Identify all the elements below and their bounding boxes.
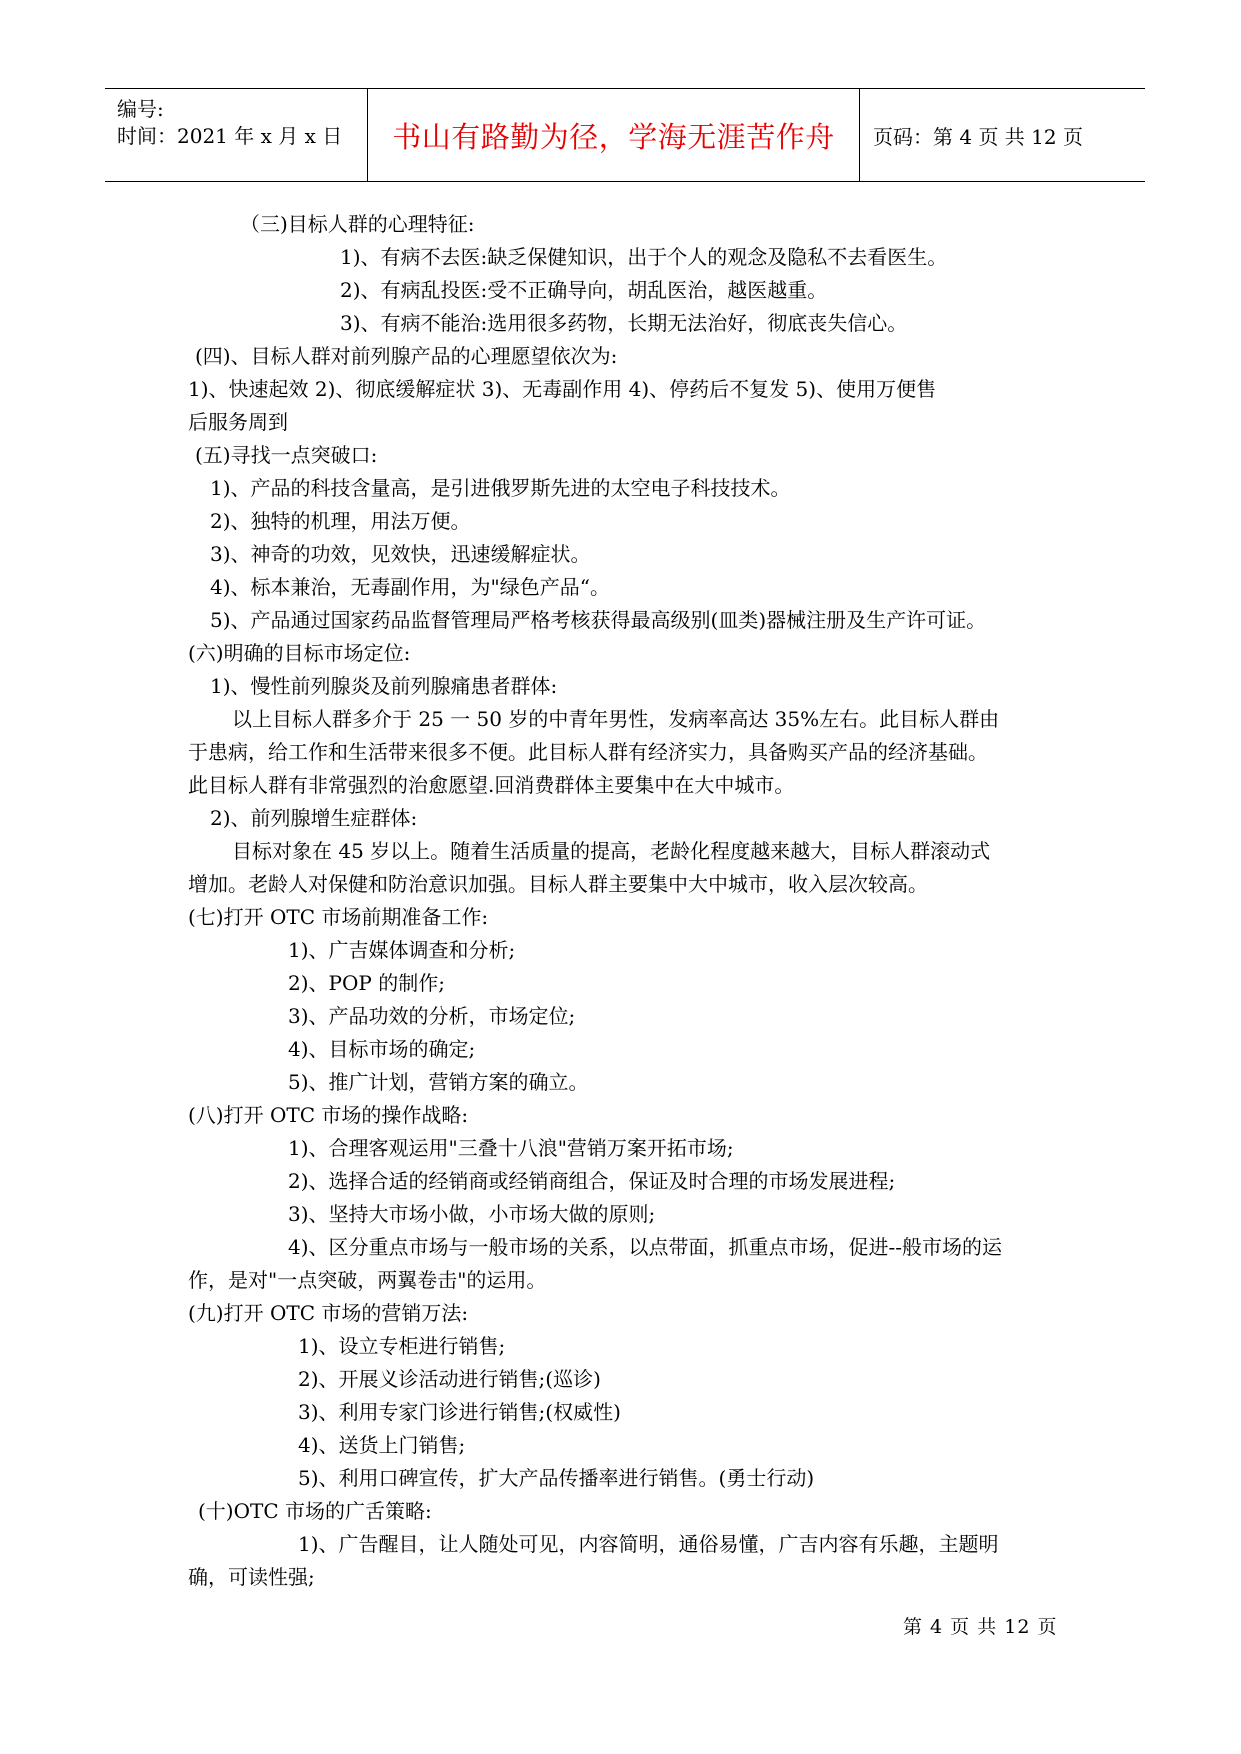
list-item: 2)、独特的机理，用法万便。 <box>210 509 471 533</box>
paragraph-line: 确，可读性强; <box>188 1565 315 1589</box>
section-heading: （三)目标人群的心理特征: <box>240 212 475 236</box>
section-heading: (八)打开 OTC 市场的操作战略: <box>188 1103 469 1127</box>
header-motto-cell <box>367 89 860 181</box>
paragraph-line: 后服务周到 <box>188 410 288 434</box>
list-item: 1)、有病不去医:缺乏保健知识，出于个人的观念及隐私不去看医生。 <box>340 245 948 269</box>
list-item: 2)、前列腺增生症群体: <box>210 806 418 830</box>
page-info: 页码：第 4 页 共 12 页 <box>873 124 1083 149</box>
list-item: 2)、开展义诊活动进行销售;(巡诊) <box>298 1367 601 1391</box>
list-item: 1)、设立专柜进行销售; <box>298 1334 506 1358</box>
list-item: 3)、有病不能治:选用很多药物，长期无法治好，彻底丧失信心。 <box>340 311 908 335</box>
list-item: 2)、有病乱投医:受不正确导向，胡乱医治，越医越重。 <box>340 278 828 302</box>
list-item: 1)、合理客观运用"三叠十八浪"营销万案开拓市场; <box>288 1136 734 1160</box>
paragraph-line: 增加。老龄人对保健和防治意识加强。目标人群主要集中大中城市，收入层次较高。 <box>188 872 928 896</box>
list-item: 4)、区分重点市场与一般市场的关系，以点带面，抓重点市场，促进--般市场的运 <box>288 1235 1003 1259</box>
paragraph-line: 以上目标人群多介于 25 一 50 岁的中青年男性，发病率高达 35%左右。此目标人群由 <box>232 707 1000 731</box>
section-heading: (四)、目标人群对前列腺产品的心理愿望依次为: <box>195 344 618 368</box>
list-item: 1)、广告醒目，让人随处可见，内容简明，通俗易懂，广吉内容有乐趣，主题明 <box>298 1532 999 1556</box>
motto: 书山有路勤为径，学海无涯苦作舟 <box>392 119 835 154</box>
page-footer: 第 4 页 共 12 页 <box>903 1616 1058 1638</box>
page-header <box>105 88 1145 182</box>
list-item: 5)、利用口碑宣传，扩大产品传播率进行销售。(勇士行动) <box>298 1466 815 1490</box>
list-item: 1)、慢性前列腺炎及前列腺痛患者群体: <box>210 674 558 698</box>
list-item: 5)、推广计划，营销方案的确立。 <box>288 1070 589 1094</box>
section-heading: (九)打开 OTC 市场的营销万法: <box>188 1301 469 1325</box>
paragraph-line: 作，是对"一点突破，两翼卷击"的运用。 <box>188 1268 547 1292</box>
paragraph-line: 于患病，给工作和生活带来很多不便。此目标人群有经济实力，具备购买产品的经济基础。 <box>188 740 988 764</box>
section-heading: (七)打开 OTC 市场前期准备工作: <box>188 905 489 929</box>
list-item: 1)、广吉媒体调查和分析; <box>288 938 516 962</box>
section-heading: (六)明确的目标市场定位: <box>188 641 411 665</box>
list-item: 1)、产品的科技含量高，是引进俄罗斯先进的太空电子科技技术。 <box>210 476 791 500</box>
list-item: 4)、目标市场的确定; <box>288 1037 476 1061</box>
paragraph-line: 目标对象在 45 岁以上。随着生活质量的提高，老龄化程度越来越大，目标人群滚动式 <box>232 839 991 863</box>
list-item: 3)、产品功效的分析，市场定位; <box>288 1004 576 1028</box>
list-item: 2)、POP 的制作; <box>288 971 445 995</box>
section-heading: (五)寻找一点突破口: <box>195 443 378 467</box>
paragraph-line: 1)、快速起效 2)、彻底缓解症状 3)、无毒副作用 4)、停药后不复发 5)、使用万便售 <box>188 377 937 401</box>
list-item: 2)、选择合适的经销商或经销商组合，保证及时合理的市场发展进程; <box>288 1169 896 1193</box>
paragraph-line: 此目标人群有非常强烈的治愈愿望.回消费群体主要集中在大中城市。 <box>188 773 795 797</box>
list-item: 3)、利用专家门诊进行销售;(权威性) <box>298 1400 621 1424</box>
section-heading: (十)OTC 市场的广舌策略: <box>198 1499 432 1523</box>
list-item: 3)、神奇的功效，见效快，迅速缓解症状。 <box>210 542 591 566</box>
header-right-cell <box>860 89 1145 181</box>
header-left-cell <box>105 89 367 181</box>
list-item: 5)、产品通过国家药品监督管理局严格考核获得最高级别(皿类)器械注册及生产许可证。 <box>210 608 987 632</box>
serial-label: 编号: <box>117 97 164 121</box>
list-item: 4)、标本兼治，无毒副作用，为"绿色产品“。 <box>210 575 610 599</box>
list-item: 3)、坚持大市场小做，小市场大做的原则; <box>288 1202 656 1226</box>
list-item: 4)、送货上门销售; <box>298 1433 466 1457</box>
time-label: 时间：2021 年 x 月 x 日 <box>117 124 343 148</box>
